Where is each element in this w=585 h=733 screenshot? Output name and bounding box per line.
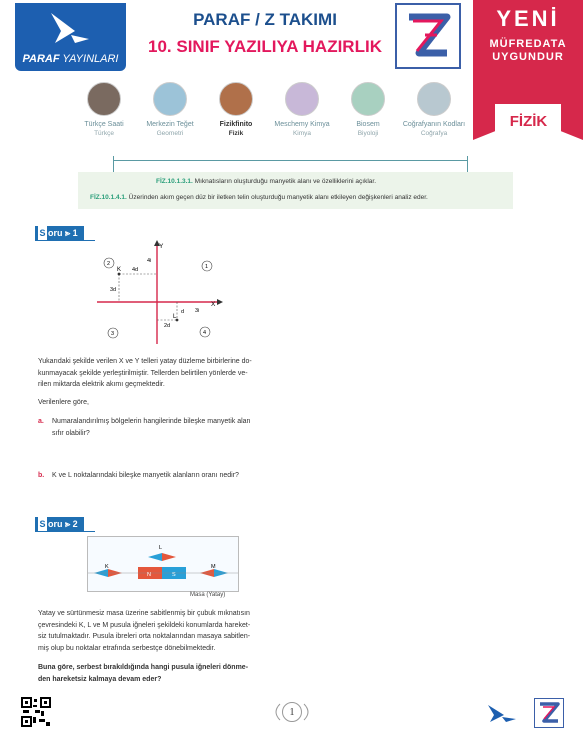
dist-3d-label: 3d	[110, 287, 117, 293]
dist-2d-label: 2d	[164, 323, 171, 329]
ribbon-compliant: UYGUNDUR	[492, 51, 564, 63]
page-number: 1	[270, 700, 314, 724]
teacher-subject: Fizik	[228, 130, 244, 137]
dist-d-label: d	[181, 309, 185, 315]
question-1-underline	[35, 240, 95, 241]
paraf-arrow-icon	[484, 703, 518, 723]
question-2-label: S oru ⪢ 2	[35, 517, 84, 531]
brand-name: PARAF YAYINLARI	[22, 53, 119, 65]
region-3-label: 3	[111, 331, 115, 337]
y-current-label: 4i	[147, 258, 152, 264]
question-1-text: Yukarıdaki şekilde verilen X ve Y telleri yatay düzleme birbirlerine do- kunmayacak şekilde yerleştirilmiştir. Tellerden belirtilen yönlerde ve- rilen miktarda elektrik akımı geçmektedir.	[38, 358, 252, 388]
teacher-card	[270, 82, 334, 137]
paraf-logo	[15, 3, 126, 71]
teacher-subject: Coğrafya	[420, 130, 448, 137]
y-wire-label: Y	[159, 243, 164, 250]
magnet-n-label: N	[147, 572, 151, 578]
teacher-avatar	[351, 82, 385, 116]
x-current-label: 3i	[195, 308, 200, 314]
teacher-avatar	[87, 82, 121, 116]
x-wire-label: X	[211, 301, 216, 308]
teacher-subject: Kimya	[292, 130, 312, 137]
question-1-label: S oru ⪢ 1	[35, 226, 84, 240]
region-4-label: 4	[203, 330, 207, 336]
point-k-label: K	[117, 267, 122, 273]
teacher-avatar	[219, 82, 253, 116]
teacher-subject: Geometri	[156, 130, 184, 137]
teacher-avatar	[417, 82, 451, 116]
point-l-label: L	[173, 314, 177, 320]
teacher-name: Biosem	[356, 121, 380, 128]
divider-tick	[113, 156, 114, 172]
figure-caption: Masa (Yatay)	[190, 592, 226, 598]
teacher-avatar	[153, 82, 187, 116]
compass-l-label: L	[159, 545, 163, 551]
page-title: 10. SINIF YAZILIYA HAZIRLIK	[148, 37, 382, 56]
series-title: PARAF / Z TAKIMI	[193, 10, 337, 29]
objectives-box	[78, 172, 513, 209]
question-1-part-b: b. K ve L noktalarındaki bileşke manyetik alanların oranı nedir?	[38, 472, 239, 479]
teacher-name: Merkezin Teğet	[146, 121, 194, 128]
z-team-logo-small	[534, 698, 564, 728]
teacher-subject: Türkçe	[94, 130, 114, 137]
teacher-card-active	[204, 82, 268, 137]
compass-k-label: K	[105, 564, 109, 570]
compass-m-label: M	[211, 564, 216, 570]
teacher-card	[138, 82, 202, 137]
qr-code-icon	[21, 697, 51, 727]
question-2-underline	[35, 531, 95, 532]
teacher-card	[336, 82, 400, 137]
divider	[113, 160, 468, 161]
question-2-figure	[87, 536, 239, 592]
ribbon-new: YENİ	[496, 6, 560, 31]
objective-1: FİZ.10.1.3.1. Mıknatısların oluşturduğu manyetik alanı ve özelliklerini açıklar.	[156, 178, 377, 185]
z-team-logo	[395, 3, 461, 69]
dist-4d-label: 4d	[132, 267, 139, 273]
teacher-name: Fizikfinito	[219, 121, 253, 128]
region-2-label: 2	[107, 261, 111, 267]
teacher-card	[402, 82, 466, 137]
question-2-text: Yatay ve sürtünmesiz masa üzerine sabitlenmiş bir çubuk mıknatısın çevresindeki K, L ve M pusula iğneleri şekildeki konumlarda hareket- siz tutulmaktadır. Pusula ibreleri orta noktalarından masaya sabitlen- miş olup bu noktalar etrafında serbestçe dönebilmektedir.	[38, 610, 251, 652]
paraf-arrow-icon	[45, 9, 95, 47]
teacher-subject: Biyoloji	[357, 130, 379, 137]
question-1-figure	[97, 240, 223, 348]
question-2-prompt: Buna göre, serbest bırakıldığında hangi pusula iğneleri dönme- den hareketsiz kalmaya devam eder?	[38, 664, 249, 683]
region-1-label: 1	[205, 264, 209, 270]
objective-2: FİZ.10.1.4.1. Üzerinden akım geçen düz bir iletken telin oluşturduğu manyetik alanı etkileyen değişkenleri analiz eder.	[90, 194, 428, 201]
teacher-name: Meschemy Kimya	[274, 121, 330, 128]
teacher-row	[72, 82, 472, 152]
teacher-card	[72, 82, 136, 137]
subject-tag: FİZİK	[509, 113, 548, 130]
teacher-name: Türkçe Saati	[84, 121, 124, 128]
divider-tick	[467, 156, 468, 172]
question-1-part-a: a. Numaralandırılmış bölgelerin hangilerinde bileşke manyetik alan sıfır olabilir?	[38, 418, 251, 437]
question-1-given: Verilenlere göre,	[38, 399, 89, 406]
teacher-name: Coğrafyanın Kodları	[402, 121, 466, 128]
ribbon-curriculum: MÜFREDATA	[489, 38, 567, 50]
magnet-s-label: S	[172, 572, 176, 578]
teacher-avatar	[285, 82, 319, 116]
